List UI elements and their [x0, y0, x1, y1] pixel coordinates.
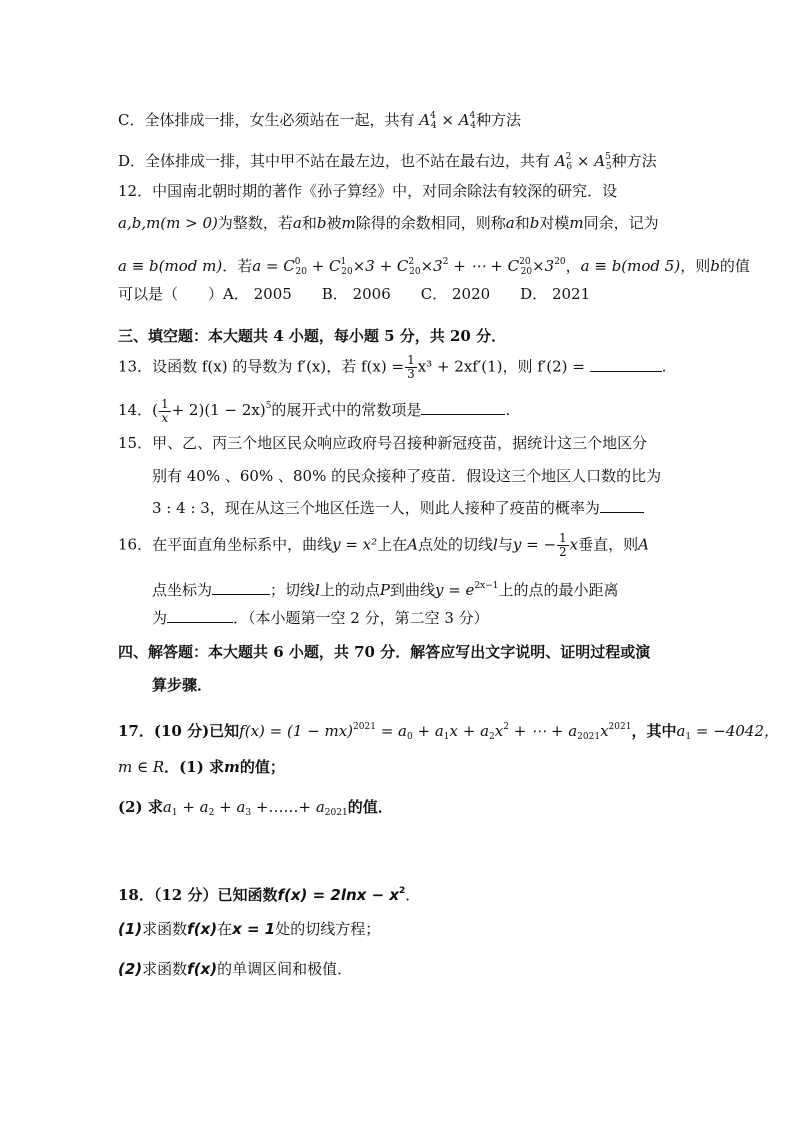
section3-title: 三、填空题：本大题共 4 小题，每小题 5 分，共 20 分．: [118, 327, 507, 345]
section4-title: 四、解答题：本大题共 6 小题，共 70 分．解答应写出文字说明、证明过程或演: [118, 643, 651, 661]
q16-line1: 16．在平面直角坐标系中，曲线y = x²上在A点处的切线l与y = − $\frac{1}{2}$ x垂直，则A: [118, 531, 649, 559]
q13: 13．设函数 f(x) 的导数为 f′(x)，若 f(x) = $\frac{1}{3}$ x³ + 2xf′(1)，则 f′(2) = .: [118, 353, 667, 381]
q18-part1: (1)求函数f(x)在x = 1处的切线方程；: [118, 920, 381, 938]
q15-line3: 3 : 4 : 3，现在从这三个地区任选一人，则此人接种了疫苗的概率为: [118, 497, 644, 519]
option-d-text: D．全体排成一排，其中甲不站在最左边，也不站在最右边，共有: [118, 152, 551, 170]
q16-blank-2: [167, 607, 233, 623]
q17-line2: m ∈ R．(1) 求m的值；: [118, 758, 285, 776]
q17-line1: 17．(10 分)已知$f(x) = (1 - mx)^{2021} = a_0 + a_1x + a_2x^2$ + ⋯ + $a_{2021}x^{2021}$，其中$a_1 = -4042$，: [118, 722, 780, 742]
q16-blank-1: [212, 579, 270, 595]
q12-line1: 12．中国南北朝时期的著作《孙子算经》中，对同余除法有较深的研究．设: [118, 182, 618, 200]
option-d-expr: $A^2_6 \times A^5_5$: [554, 152, 612, 172]
option-c-expr: $A^4_4 \times A^4_4$: [419, 111, 477, 131]
q12-line3: a ≡ b(mod m)．若$a = C^0_{20} + C^1_{20}\times 3 + C^2_{20}\times 3^2$ + ⋯ + $C^{20}_{20}\times 3^{20}$，a ≡ b(mod 5)，则b的值: [118, 257, 750, 277]
q16-line3: 为 ．（本小题第一空 2 分，第二空 3 分）: [152, 609, 489, 627]
q14: 14．( $\frac{1}{x}$ + $2)(1 - 2x)^5$的展开式中的常数项是 .: [118, 396, 511, 425]
q18-part2: (2)求函数f(x)的单调区间和极值．: [118, 960, 353, 978]
q13-answer-blank: [590, 356, 662, 372]
q12-line2: a,b,m(m > 0)为整数，若a和b被m除得的余数相同，则称a和b对模m同余，记为: [118, 214, 659, 232]
option-c: C．全体排成一排，女生必须站在一起，共有 $A^4_4 \times A^4_4$种方法: [118, 111, 522, 131]
q16-line2: 点坐标为 ；切线l上的动点P到曲线$y = e^{2x-1}$上的点的最小距离: [152, 581, 619, 599]
q14-answer-blank: [421, 399, 505, 415]
section4-title-2: 算步骤．: [152, 676, 213, 694]
q12-line4: 可以是（ ）A． 2005 B． 2006 C． 2020 D． 2021: [118, 285, 591, 303]
option-d: D．全体排成一排，其中甲不站在最左边，也不站在最右边，共有 $A^2_6 \times A^5_5$种方法: [118, 152, 657, 172]
q17-line3: (2) 求$a_1 + a_2 + a_3$ +……+ $a_{2021}$的值．: [118, 798, 393, 818]
q15-line2: 别有 40% 、60% 、80% 的民众接种了疫苗．假设这三个地区人口数的比为: [152, 467, 662, 485]
q15-answer-blank: [600, 497, 644, 513]
option-c-text: C．全体排成一排，女生必须站在一起，共有: [118, 111, 415, 129]
q18-line1: 18．（12 分）已知函数$f(x) = 2\ln x - x^2$．: [118, 886, 421, 904]
q15-line1: 15．甲、乙、丙三个地区民众响应政府号召接种新冠疫苗，据统计这三个地区分: [118, 434, 648, 452]
